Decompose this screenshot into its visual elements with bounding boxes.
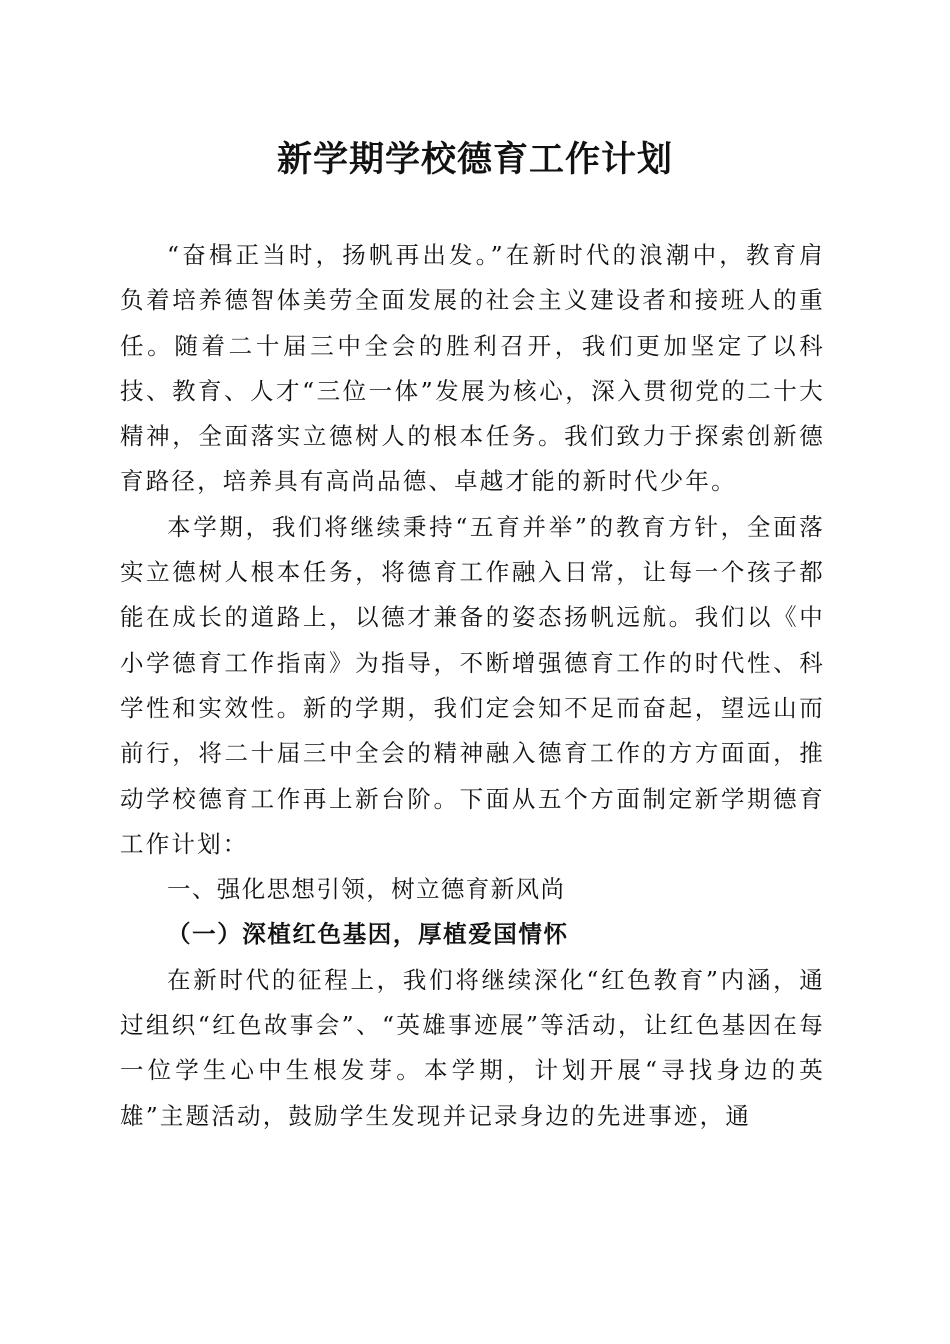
plan-overview-paragraph: 本学期，我们将继续秉持“五育并举”的教育方针，全面落实立德树人根本任务，将德育工作融入日常，让每一个孩子都能在成长的道路上，以德才兼备的姿态扬帆远航。我们以《中小学德育工作指南》为指导，不断增强德育工作的时代性、科学性和实效性。新的学期，我们定会知不足而奋起，望远山而前行，将二十届三中全会的精神融入德育工作的方方面面，推动学校德育工作再上新台阶。下面从五个方面制定新学期德育工作计划： bbox=[120, 512, 825, 858]
subsection-heading: （一）深植红色基因，厚植爱国情怀 bbox=[167, 920, 569, 949]
document-body bbox=[120, 233, 825, 1139]
intro-paragraph: “奋楫正当时，扬帆再出发。”在新时代的浪潮中，教育肩负着培养德智体美劳全面发展的社会主义建设者和接班人的重任。随着二十届三中全会的胜利召开，我们更加坚定了以科技、教育、人才“三位一体”发展为核心，深入贯彻党的二十大精神，全面落实立德树人的根本任务。我们致力于探索创新德育路径，培养具有高尚品德、卓越才能的新时代少年。 bbox=[120, 241, 825, 496]
document-title: 新学期学校德育工作计划 bbox=[276, 139, 673, 180]
subsection-paragraph: 在新时代的征程上，我们将继续深化“红色教育”内涵，通过组织“红色故事会”、“英雄事迹展”等活动，让红色基因在每一位学生心中生根发芽。本学期，计划开展“寻找身边的英雄”主题活动，鼓励学生发现并记录身边的先进事迹，通 bbox=[120, 965, 825, 1130]
section-heading: 一、强化思想引领，树立德育新风尚 bbox=[167, 875, 566, 904]
